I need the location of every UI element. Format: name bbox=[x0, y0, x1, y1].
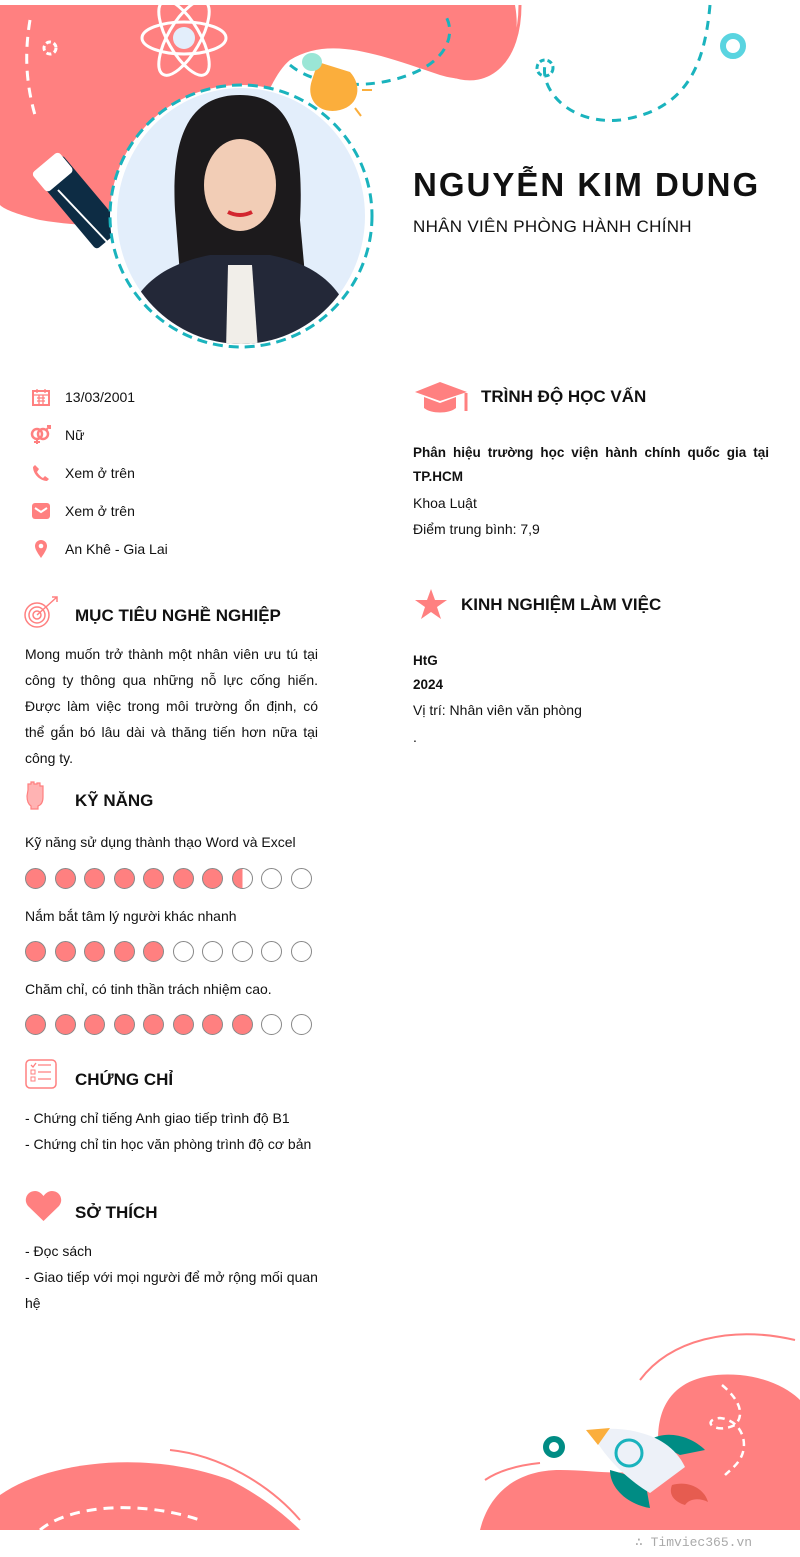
skill-dot bbox=[261, 868, 282, 889]
contact-gender: Nữ bbox=[30, 423, 84, 447]
phone-icon bbox=[30, 462, 52, 484]
hobby-item: - Giao tiếp với mọi người để mở rộng mối quan hệ bbox=[25, 1269, 318, 1311]
skill-dot bbox=[261, 941, 282, 962]
skill-dot bbox=[173, 868, 194, 889]
skill-dot bbox=[114, 941, 135, 962]
skill-rating bbox=[25, 941, 312, 962]
skill-name: Chăm chỉ, có tinh thần trách nhiệm cao. bbox=[25, 981, 272, 997]
objective-text: Mong muốn trở thành một nhân viên ưu tú tại công ty thông qua những nỗ lực cống hiến. Được làm việc trong môi trường ổn định, có thể gắn bó lâu dài và thăng tiến hơn nữa tại công ty. bbox=[25, 646, 318, 766]
skill-dot bbox=[291, 868, 312, 889]
gpa: Điểm trung bình: 7,9 bbox=[413, 521, 540, 537]
skill-name: Kỹ năng sử dụng thành thạo Word và Excel bbox=[25, 834, 296, 850]
skill-dot bbox=[25, 941, 46, 962]
job-title: NHÂN VIÊN PHÒNG HÀNH CHÍNH bbox=[413, 217, 692, 236]
skill-dot bbox=[25, 868, 46, 889]
skill-dot bbox=[84, 1014, 105, 1035]
skill-dot bbox=[291, 941, 312, 962]
experience-title: KINH NGHIỆM LÀM VIỆC bbox=[461, 595, 662, 614]
skill-dot bbox=[114, 1014, 135, 1035]
certificates-title: CHỨNG CHỈ bbox=[75, 1070, 174, 1089]
position: Vị trí: Nhân viên văn phòng bbox=[413, 702, 582, 718]
location-icon bbox=[30, 538, 52, 560]
skill-dot bbox=[55, 941, 76, 962]
skill-rating bbox=[25, 868, 312, 889]
certificate-item: - Chứng chỉ tiếng Anh giao tiếp trình độ B1 bbox=[25, 1110, 290, 1126]
faculty: Khoa Luật bbox=[413, 495, 477, 511]
skill-dot bbox=[202, 941, 223, 962]
skill-dot bbox=[84, 868, 105, 889]
gender-icon bbox=[30, 424, 52, 446]
certificate-item: - Chứng chỉ tin học văn phòng trình độ cơ bản bbox=[25, 1136, 312, 1152]
contact-location: An Khê - Gia Lai bbox=[30, 537, 168, 561]
skill-dot bbox=[291, 1014, 312, 1035]
hobbies-title: SỞ THÍCH bbox=[75, 1203, 158, 1222]
star-icon bbox=[414, 588, 448, 621]
checklist-icon bbox=[25, 1059, 57, 1089]
work-year: 2024 bbox=[413, 677, 444, 692]
footer-decoration bbox=[0, 1320, 800, 1535]
skill-dot bbox=[232, 941, 253, 962]
education-title: TRÌNH ĐỘ HỌC VẤN bbox=[481, 387, 647, 406]
skill-dot bbox=[114, 868, 135, 889]
skill-dot bbox=[202, 1014, 223, 1035]
candidate-name: NGUYỄN KIM DUNG bbox=[413, 166, 761, 203]
company: HtG bbox=[413, 653, 438, 668]
experience-note: . bbox=[413, 729, 417, 745]
calendar-icon bbox=[30, 386, 52, 408]
skill-dot bbox=[55, 868, 76, 889]
skill-dot bbox=[232, 868, 253, 889]
skill-dot bbox=[173, 1014, 194, 1035]
contact-birthdate: 13/03/2001 bbox=[30, 385, 135, 409]
contact-email: Xem ở trên bbox=[30, 499, 135, 523]
skill-dot bbox=[261, 1014, 282, 1035]
skill-dot bbox=[143, 941, 164, 962]
skills-title: KỸ NĂNG bbox=[75, 791, 154, 810]
skill-name: Nắm bắt tâm lý người khác nhanh bbox=[25, 908, 237, 924]
contact-phone: Xem ở trên bbox=[30, 461, 135, 485]
skill-rating bbox=[25, 1014, 312, 1035]
skill-dot bbox=[84, 941, 105, 962]
skill-dot bbox=[232, 1014, 253, 1035]
heart-icon bbox=[25, 1190, 62, 1222]
skill-dot bbox=[143, 868, 164, 889]
email-icon bbox=[30, 500, 52, 522]
skill-dot bbox=[202, 868, 223, 889]
school-name: Phân hiệu trường học viện hành chính quốc gia tại TP.HCM bbox=[413, 445, 769, 484]
hand-icon bbox=[25, 780, 47, 810]
skill-dot bbox=[143, 1014, 164, 1035]
hobby-item: - Đọc sách bbox=[25, 1243, 92, 1259]
skill-dot bbox=[173, 941, 194, 962]
target-icon bbox=[24, 595, 60, 629]
graduation-cap-icon bbox=[413, 381, 470, 415]
objective-title: MỤC TIÊU NGHỀ NGHIỆP bbox=[75, 606, 281, 625]
watermark: ∴ Timviec365.vn bbox=[635, 1535, 753, 1550]
skill-dot bbox=[25, 1014, 46, 1035]
skill-dot bbox=[55, 1014, 76, 1035]
